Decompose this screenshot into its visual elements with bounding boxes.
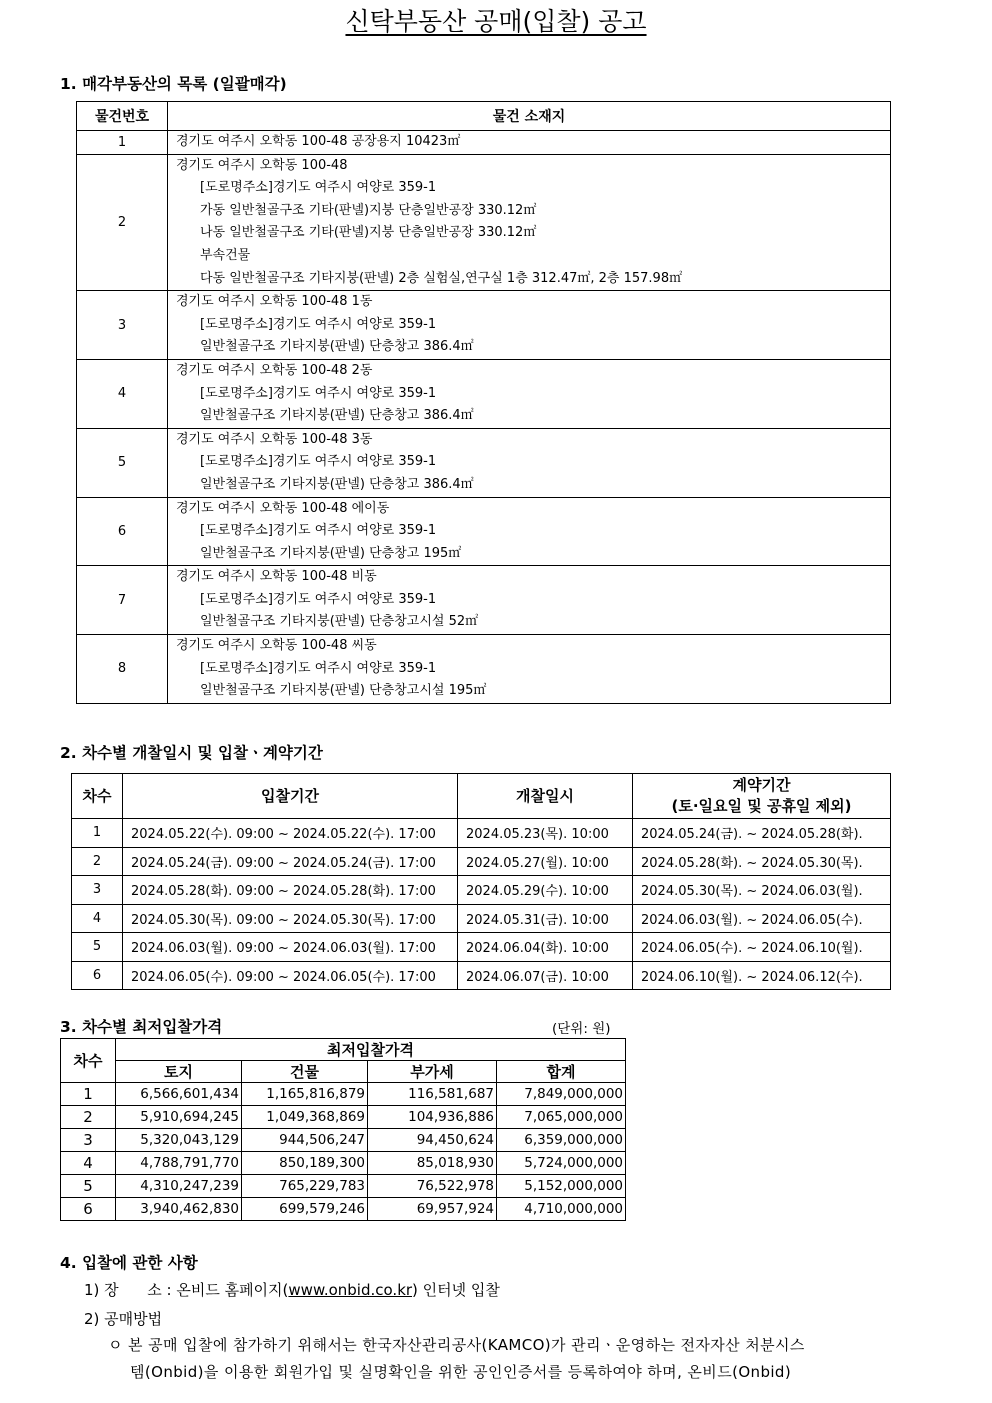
item-location	[168, 131, 891, 155]
schedule-row	[72, 819, 891, 848]
schedule-row	[72, 876, 891, 905]
location-line: 경기도 여주시 오학동 100-48 공장용지 10423㎡	[176, 134, 461, 149]
contract-period-label: 계약기간	[732, 776, 791, 794]
header-total: 합계	[497, 1061, 626, 1083]
header-vat: 부가세	[368, 1061, 497, 1083]
round: 4	[61, 1152, 116, 1175]
price-row	[61, 1198, 626, 1221]
location-line: 경기도 여주시 오학동 100-48 비동	[176, 569, 377, 585]
contract-period: 2024.05.28(화). ~ 2024.05.30(목).	[633, 847, 891, 876]
land-price: 4,788,791,770	[116, 1152, 242, 1175]
header-round: 차수	[72, 774, 123, 819]
section3-heading: 3. 차수별 최저입찰가격	[60, 1018, 223, 1036]
property-row	[77, 497, 891, 566]
opening-date: 2024.05.29(수). 10:00	[458, 876, 633, 905]
round: 2	[61, 1106, 116, 1129]
header-bid-period: 입찰기간	[123, 774, 458, 819]
schedule-row	[72, 961, 891, 990]
location-line: 일반철골구조 기타지붕(판넬) 단층창고 386.4㎡	[200, 476, 474, 492]
property-row	[77, 154, 891, 291]
item-location	[168, 635, 891, 704]
item-location	[168, 497, 891, 566]
location-line: 일반철골구조 기타지붕(판넬) 단층창고 195㎡	[200, 545, 462, 561]
bid-period: 2024.06.03(월). 09:00 ~ 2024.06.03(월). 17:00	[123, 933, 458, 962]
item-location	[168, 566, 891, 635]
price-row	[61, 1152, 626, 1175]
total-price: 5,152,000,000	[497, 1175, 626, 1198]
round: 3	[72, 876, 123, 905]
total-price: 7,849,000,000	[497, 1083, 626, 1106]
item-no: 5	[77, 428, 168, 497]
location-line: [도로명주소]경기도 여주시 여양로 359-1	[200, 454, 437, 470]
bid-period: 2024.05.22(수). 09:00 ~ 2024.05.22(수). 17:00	[123, 819, 458, 848]
building-price: 944,506,247	[242, 1129, 368, 1152]
header-land: 토지	[116, 1061, 242, 1083]
location-line: 일반철골구조 기타지붕(판넬) 단층창고시설 52㎡	[200, 614, 479, 630]
location-line: [도로명주소]경기도 여주시 여양로 359-1	[200, 660, 437, 676]
round: 3	[61, 1129, 116, 1152]
page-title: 신탁부동산 공매(입찰) 공고	[345, 7, 647, 36]
header-opening-date: 개찰일시	[458, 774, 633, 819]
land-price: 5,910,694,245	[116, 1106, 242, 1129]
unit-label: (단위: 원)	[552, 1021, 611, 1037]
schedule-row	[72, 933, 891, 962]
bid-method-text-line2: 템(Onbid)을 이용한 회원가입 및 실명확인을 위한 공인인증서를 등록하여야 하며, 온비드(Onbid)	[130, 1363, 792, 1381]
land-price: 6,566,601,434	[116, 1083, 242, 1106]
vat: 94,450,624	[368, 1129, 497, 1152]
price-row	[61, 1129, 626, 1152]
location-line: 가동 일반철골구조 기타(판넬)지붕 단층일반공장 330.12㎡	[200, 202, 537, 218]
round: 5	[61, 1175, 116, 1198]
location-line: [도로명주소]경기도 여주시 여양로 359-1	[200, 385, 437, 401]
land-price: 3,940,462,830	[116, 1198, 242, 1221]
header-item-no: 물건번호	[77, 102, 168, 131]
location-line: [도로명주소]경기도 여주시 여양로 359-1	[200, 523, 437, 539]
header-contract-period	[633, 774, 891, 819]
property-row	[77, 428, 891, 497]
location-line: [도로명주소]경기도 여주시 여양로 359-1	[200, 316, 437, 332]
location-line: 일반철골구조 기타지붕(판넬) 단층창고시설 195㎡	[200, 683, 487, 699]
building-price: 850,189,300	[242, 1152, 368, 1175]
contract-period: 2024.06.10(월). ~ 2024.06.12(수).	[633, 961, 891, 990]
location-line: 경기도 여주시 오학동 100-48 에이동	[176, 500, 390, 516]
location-line: 경기도 여주시 오학동 100-48 2동	[176, 362, 373, 378]
total-price: 7,065,000,000	[497, 1106, 626, 1129]
bid-location-prefix: 1) 장 소 : 온비드 홈페이지(	[84, 1281, 289, 1299]
location-line: 경기도 여주시 오학동 100-48 1동	[176, 294, 373, 310]
round: 6	[72, 961, 123, 990]
item-no: 2	[77, 154, 168, 291]
price-row	[61, 1106, 626, 1129]
contract-period: 2024.06.03(월). ~ 2024.06.05(수).	[633, 904, 891, 933]
contract-period: 2024.06.05(수). ~ 2024.06.10(월).	[633, 933, 891, 962]
property-row	[77, 635, 891, 704]
item-location	[168, 291, 891, 360]
bid-period: 2024.05.28(화). 09:00 ~ 2024.05.28(화). 17:00	[123, 876, 458, 905]
opening-date: 2024.05.23(목). 10:00	[458, 819, 633, 848]
location-line: [도로명주소]경기도 여주시 여양로 359-1	[200, 180, 437, 196]
price-row	[61, 1083, 626, 1106]
header-min-price: 최저입찰가격	[116, 1039, 626, 1061]
section4-heading: 4. 입찰에 관한 사항	[60, 1254, 198, 1272]
location-line: 경기도 여주시 오학동 100-48 씨동	[176, 638, 377, 654]
opening-date: 2024.06.07(금). 10:00	[458, 961, 633, 990]
header-building: 건물	[242, 1061, 368, 1083]
item-location	[168, 428, 891, 497]
round: 1	[61, 1083, 116, 1106]
price-row	[61, 1175, 626, 1198]
min-price-table	[60, 1038, 626, 1221]
header-location: 물건 소재지	[168, 102, 891, 131]
total-price: 5,724,000,000	[497, 1152, 626, 1175]
total-price: 6,359,000,000	[497, 1129, 626, 1152]
building-price: 699,579,246	[242, 1198, 368, 1221]
schedule-row	[72, 904, 891, 933]
schedule-row	[72, 847, 891, 876]
item-location	[168, 154, 891, 291]
section1-heading: 1. 매각부동산의 목록 (일괄매각)	[60, 75, 287, 93]
total-price: 4,710,000,000	[497, 1198, 626, 1221]
property-row	[77, 566, 891, 635]
bid-location-suffix: ) 인터넷 입찰	[412, 1281, 500, 1299]
contract-period: 2024.05.24(금). ~ 2024.05.28(화).	[633, 819, 891, 848]
land-price: 4,310,247,239	[116, 1175, 242, 1198]
contract-period-note: (토·일요일 및 공휴일 제외)	[671, 797, 852, 815]
bid-method-item: 2) 공매방법	[84, 1310, 163, 1328]
property-row	[77, 291, 891, 360]
building-price: 1,049,368,869	[242, 1106, 368, 1129]
schedule-table	[71, 773, 891, 990]
round: 2	[72, 847, 123, 876]
opening-date: 2024.05.27(월). 10:00	[458, 847, 633, 876]
item-no: 4	[77, 359, 168, 428]
bid-period: 2024.05.24(금). 09:00 ~ 2024.05.24(금). 17:00	[123, 847, 458, 876]
section2-heading: 2. 차수별 개찰일시 및 입찰ㆍ계약기간	[60, 744, 323, 762]
property-row	[77, 359, 891, 428]
item-no: 6	[77, 497, 168, 566]
vat: 85,018,930	[368, 1152, 497, 1175]
location-line: 일반철골구조 기타지붕(판넬) 단층창고 386.4㎡	[200, 408, 474, 424]
item-location	[168, 359, 891, 428]
round: 1	[72, 819, 123, 848]
property-list-table	[76, 101, 891, 704]
vat: 116,581,687	[368, 1083, 497, 1106]
round: 6	[61, 1198, 116, 1221]
building-price: 765,229,783	[242, 1175, 368, 1198]
onbid-link[interactable]: www.onbid.co.kr	[288, 1281, 413, 1299]
location-line: 다동 일반철골구조 기타지붕(판넬) 2층 실험실,연구실 1층 312.47㎡, 2층 157.98㎡	[200, 270, 683, 286]
vat: 76,522,978	[368, 1175, 497, 1198]
item-no: 1	[77, 131, 168, 155]
bid-location-item	[84, 1279, 500, 1300]
item-no: 8	[77, 635, 168, 704]
location-line: 경기도 여주시 오학동 100-48 3동	[176, 431, 373, 447]
bid-method-text-line1: ㅇ 본 공매 입찰에 참가하기 위해서는 한국자산관리공사(KAMCO)가 관리ㆍ운영하는 전자자산 처분시스	[108, 1336, 805, 1354]
location-line: 나동 일반철골구조 기타(판넬)지붕 단층일반공장 330.12㎡	[200, 225, 537, 241]
building-price: 1,165,816,879	[242, 1083, 368, 1106]
vat: 69,957,924	[368, 1198, 497, 1221]
vat: 104,936,886	[368, 1106, 497, 1129]
bid-period: 2024.06.05(수). 09:00 ~ 2024.06.05(수). 17:00	[123, 961, 458, 990]
item-no: 3	[77, 291, 168, 360]
property-row	[77, 131, 891, 155]
location-line: 일반철골구조 기타지붕(판넬) 단층창고 386.4㎡	[200, 339, 474, 355]
round: 4	[72, 904, 123, 933]
contract-period: 2024.05.30(목). ~ 2024.06.03(월).	[633, 876, 891, 905]
location-line: 경기도 여주시 오학동 100-48	[176, 157, 348, 173]
round: 5	[72, 933, 123, 962]
item-no: 7	[77, 566, 168, 635]
location-line: 부속건물	[200, 247, 251, 263]
opening-date: 2024.06.04(화). 10:00	[458, 933, 633, 962]
header-round: 차수	[61, 1039, 116, 1083]
location-line: [도로명주소]경기도 여주시 여양로 359-1	[200, 591, 437, 607]
bid-period: 2024.05.30(목). 09:00 ~ 2024.05.30(목). 17:00	[123, 904, 458, 933]
land-price: 5,320,043,129	[116, 1129, 242, 1152]
opening-date: 2024.05.31(금). 10:00	[458, 904, 633, 933]
